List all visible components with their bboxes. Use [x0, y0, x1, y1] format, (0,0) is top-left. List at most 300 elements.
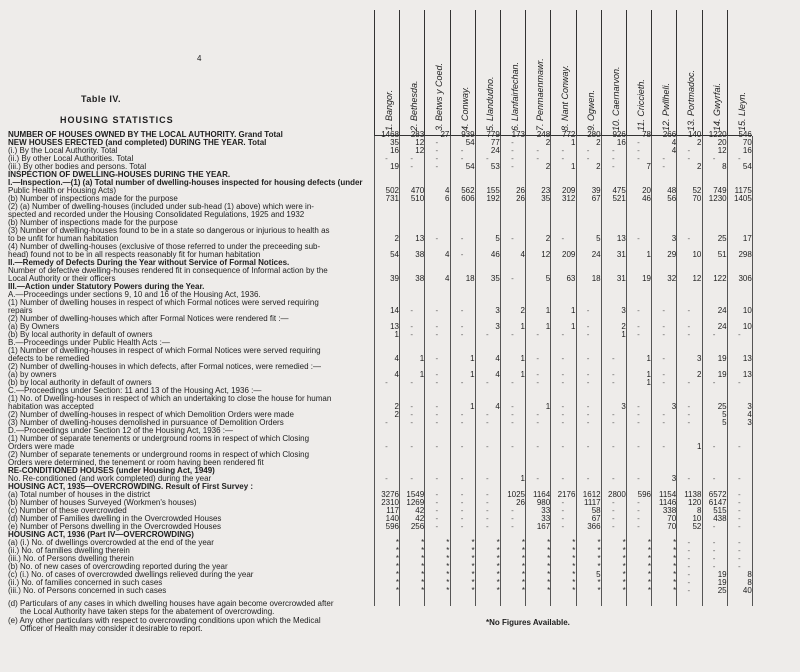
table-cell: 24: [717, 322, 727, 331]
table-cell: 16: [616, 138, 626, 147]
table-cell: *: [471, 538, 475, 547]
table-cell: -: [460, 306, 464, 315]
table-cell: 2310: [381, 498, 399, 507]
table-cell: -: [511, 514, 514, 523]
table-cell: -: [737, 522, 741, 531]
table-cell: *: [496, 554, 500, 563]
table-cell: 20: [642, 186, 651, 195]
table-cell: *: [395, 538, 399, 547]
table-cell: 1: [520, 354, 525, 363]
table-cell: 3: [621, 402, 626, 411]
column-header-label: 3. Betws y Coed.: [434, 62, 445, 131]
table-cell: 1: [520, 322, 525, 331]
table-cell: -: [536, 330, 540, 339]
table-cell: 19: [390, 162, 399, 171]
table-cell: *: [597, 546, 601, 555]
table-cell: -: [460, 146, 464, 155]
table-cell: 298: [738, 250, 752, 259]
table-cell: 1: [470, 370, 475, 379]
table-cell: -: [460, 498, 464, 507]
table-cell: 546: [738, 130, 752, 139]
table-row-label: (iii.) No. of Persons concerned in such cases: [8, 587, 167, 595]
table-cell: *: [471, 570, 475, 579]
table-cell: -: [536, 354, 540, 363]
table-cell: 1: [646, 250, 651, 259]
table-cell: -: [460, 250, 464, 259]
table-row-label: (b) Number of inspections made for the purpose: [8, 219, 178, 227]
table-cell: -: [511, 506, 514, 515]
table-cell: 35: [490, 274, 500, 283]
table-cell: 42: [415, 506, 425, 515]
table-cell: 926: [612, 130, 626, 139]
table-cell: 70: [742, 138, 752, 147]
table-cell: 46: [490, 250, 500, 259]
table-cell: -: [435, 138, 439, 147]
table-cell: 52: [692, 522, 702, 531]
table-cell: -: [410, 474, 414, 483]
table-cell: -: [662, 410, 666, 419]
table-cell: 48: [667, 186, 677, 195]
table-cell: 1: [419, 354, 425, 363]
table-row-label: HOUSING ACT, 1936 (Part IV—OVERCROWDING): [8, 531, 194, 539]
table-cell: -: [637, 506, 640, 515]
table-cell: -: [410, 418, 414, 427]
table-cell: 70: [667, 514, 677, 523]
table-cell: 1: [646, 354, 651, 363]
table-cell: 596: [637, 490, 651, 499]
table-cell: *: [547, 570, 551, 579]
table-cell: *: [572, 546, 576, 555]
table-cell: 117: [386, 506, 399, 515]
table-cell: 1: [545, 402, 551, 411]
table-row-label: (e) Number of Persons dwelling in the Overcrowded Houses: [8, 523, 221, 531]
table-row-label: (a) (i.) No. of dwellings overcrowded at the end of the year: [8, 539, 214, 547]
table-cell: *: [395, 546, 399, 555]
table-cell: -: [586, 474, 590, 483]
table-cell: *: [572, 578, 576, 587]
column-header-label: 6. Llanfairfechan.: [510, 61, 520, 131]
column-header: [651, 10, 679, 135]
table-cell: -: [561, 522, 565, 531]
table-cell: 192: [486, 194, 500, 203]
table-cell: *: [496, 538, 500, 547]
table-cell: *: [471, 578, 475, 587]
table-cell: -: [586, 370, 590, 379]
table-cell: *: [521, 570, 525, 579]
table-cell: -: [662, 442, 666, 451]
table-cell: *: [395, 570, 399, 579]
table-cell: -: [485, 498, 489, 507]
table-cell: *: [622, 586, 626, 595]
table-cell: 173: [511, 130, 525, 139]
table-cell: -: [586, 306, 590, 315]
table-cell: -: [536, 410, 540, 419]
table-cell: *: [496, 586, 500, 595]
table-cell: -: [485, 418, 489, 427]
table-cell: 40: [742, 586, 752, 595]
table-cell: -: [561, 330, 565, 339]
table-cell: -: [687, 378, 691, 387]
table-cell: 1175: [734, 186, 752, 195]
bottom-note-line: the Local Authority have taken steps for the abatement of overcrowding.: [20, 607, 275, 616]
table-cell: -: [687, 538, 691, 547]
table-cell: -: [435, 498, 439, 507]
column-header-label: 12. Pwllheli.: [661, 82, 672, 131]
table-cell: -: [687, 554, 691, 563]
table-cell: 24: [717, 306, 727, 315]
table-cell: *: [673, 538, 677, 547]
table-cell: 167: [536, 522, 551, 531]
table-cell: *: [673, 570, 677, 579]
table-cell: -: [637, 410, 640, 419]
table-cell: 502: [385, 186, 399, 195]
table-cell: -: [485, 378, 489, 387]
table-cell: 3: [696, 354, 702, 363]
table-cell: -: [485, 154, 489, 163]
table-cell: 54: [742, 162, 752, 171]
table-cell: 6147: [708, 498, 727, 507]
table-cell: -: [561, 146, 565, 155]
table-cell: 1: [570, 162, 576, 171]
table-row-label: (3) Number of dwelling-houses demolished in pursuance of Demolition Orders: [8, 419, 284, 427]
table-cell: 31: [616, 274, 626, 283]
table-cell: *: [446, 562, 450, 571]
table-cell: -: [435, 162, 439, 171]
table-cell: -: [410, 322, 414, 331]
table-cell: -: [536, 474, 540, 483]
table-cell: -: [662, 354, 666, 363]
table-row-label: C.—Proceedings under Section: 11 and 13 of the Housing Act, 1936 :—: [8, 387, 262, 395]
table-cell: -: [687, 586, 691, 595]
table-cell: -: [561, 370, 565, 379]
column-header-label: 14. Gwyrfai.: [711, 82, 722, 131]
table-cell: -: [611, 354, 615, 363]
table-cell: 14: [390, 306, 399, 315]
table-cell: -: [435, 490, 439, 499]
table-cell: 56: [667, 194, 677, 203]
table-cell: *: [446, 554, 450, 563]
table-cell: 515: [713, 506, 727, 515]
table-cell: -: [460, 234, 464, 243]
table-cell: -: [687, 234, 691, 243]
table-cell: 4: [394, 370, 399, 379]
table-cell: *: [521, 538, 525, 547]
table-cell: -: [460, 474, 464, 483]
table-cell: -: [687, 306, 691, 315]
table-cell: 24: [591, 250, 601, 259]
column-header: [576, 10, 604, 135]
table-cell: -: [687, 418, 691, 427]
table-cell: 1: [419, 370, 425, 379]
table-cell: -: [611, 410, 615, 419]
table-cell: 52: [692, 186, 702, 195]
table-cell: 3: [747, 402, 752, 411]
table-cell: -: [586, 322, 590, 331]
table-cell: -: [435, 234, 439, 243]
table-cell: -: [561, 474, 565, 483]
table-cell: 8: [747, 578, 752, 587]
table-cell: 6572: [708, 490, 727, 499]
table-title: Table IV.: [81, 94, 122, 104]
table-cell: -: [485, 330, 489, 339]
table-cell: -: [687, 410, 691, 419]
table-cell: -: [561, 234, 565, 243]
table-cell: -: [385, 442, 388, 451]
table-row-label: (2) Number of separate tenements or underground rooms in respect of which Closing: [8, 451, 310, 459]
table-cell: -: [485, 522, 489, 531]
table-cell: *: [622, 546, 626, 555]
table-cell: -: [611, 522, 615, 531]
table-row-label: (ii.) No. of families dwelling therein: [8, 547, 130, 555]
table-cell: -: [460, 378, 464, 387]
table-cell: 312: [562, 194, 576, 203]
table-cell: -: [737, 506, 741, 515]
table-cell: -: [637, 498, 640, 507]
table-cell: 70: [692, 194, 702, 203]
table-cell: 5: [495, 234, 500, 243]
table-cell: -: [485, 506, 489, 515]
table-row-label: (2) Number of dwelling-houses in which defects, after Formal notices, were remedied :—: [8, 363, 322, 371]
table-cell: -: [712, 522, 716, 531]
table-row-label: (ii.) By other Local Authorities. Total: [8, 155, 134, 163]
table-cell: 13: [742, 370, 752, 379]
column-header-label: 9. Ogwen.: [585, 89, 596, 131]
table-cell: 13: [415, 234, 425, 243]
bottom-note-line: Officer of Health may consider it desirable to report.: [20, 624, 203, 633]
table-cell: *: [597, 562, 601, 571]
table-cell: -: [637, 522, 640, 531]
table-row-label: II.—Remedy of Defects During the Year without Service of Formal Notices.: [8, 259, 290, 267]
table-row-label: head) found not to be in all respects reasonably fit for human habitation: [8, 251, 261, 259]
column-header: [550, 10, 578, 135]
table-cell: 209: [562, 250, 576, 259]
table-cell: -: [586, 330, 590, 339]
table-cell: -: [662, 306, 666, 315]
table-cell: *: [622, 562, 626, 571]
table-cell: 1269: [406, 498, 425, 507]
table-cell: 13: [616, 234, 626, 243]
table-cell: 1: [696, 442, 702, 451]
column-header: [676, 10, 704, 135]
table-row-label: Orders were made: [8, 443, 75, 451]
table-cell: -: [385, 418, 388, 427]
table-cell: 39: [390, 274, 399, 283]
table-cell: -: [536, 378, 540, 387]
table-cell: *: [421, 562, 425, 571]
column-header-label: 13. Portmadoc.: [686, 69, 697, 131]
table-cell: -: [611, 506, 615, 515]
table-cell: 1: [646, 370, 651, 379]
table-cell: 27: [440, 130, 450, 139]
table-cell: 70: [667, 522, 677, 531]
table-cell: -: [687, 146, 691, 155]
table-cell: -: [586, 154, 590, 163]
table-cell: -: [712, 154, 716, 163]
table-cell: -: [586, 146, 590, 155]
table-cell: 1: [470, 402, 475, 411]
table-cell: 4: [495, 402, 500, 411]
table-cell: -: [687, 154, 691, 163]
table-cell: 4: [394, 354, 399, 363]
column-header: [727, 10, 755, 135]
table-cell: *: [421, 570, 425, 579]
table-cell: -: [712, 378, 716, 387]
table-cell: -: [712, 538, 716, 547]
table-cell: 10: [742, 306, 752, 315]
table-cell: *: [421, 538, 425, 547]
table-cell: *: [446, 586, 450, 595]
table-row-label: defects to be remedied: [8, 355, 90, 363]
table-cell: *: [647, 546, 651, 555]
table-cell: *: [496, 562, 500, 571]
table-cell: -: [611, 154, 615, 163]
column-header: [601, 10, 629, 135]
table-row-label: A.—Proceedings under sections 9, 10 and 16 of the Housing Act, 1936.: [8, 291, 261, 299]
table-cell: 2800: [608, 490, 626, 499]
table-cell: -: [687, 402, 691, 411]
table-cell: -: [687, 330, 691, 339]
table-cell: *: [673, 546, 677, 555]
table-cell: 1468: [381, 130, 399, 139]
table-row-label: (ii.) No. of families concerned in such cases: [8, 579, 163, 587]
table-cell: -: [511, 418, 514, 427]
table-cell: 23: [541, 186, 551, 195]
table-row-label: (b) By local authority in default of owners: [8, 331, 153, 339]
table-cell: 1: [646, 378, 651, 387]
table-row-label: (2) (a) Number of dwelling-houses (included under sub-head (1) above) which were in-: [8, 203, 314, 211]
table-cell: -: [536, 418, 540, 427]
table-cell: -: [687, 562, 691, 571]
table-cell: -: [435, 522, 439, 531]
table-cell: -: [637, 322, 640, 331]
table-cell: 7: [646, 162, 651, 171]
table-cell: *: [421, 554, 425, 563]
table-cell: 1146: [658, 498, 677, 507]
table-cell: 1220: [708, 130, 727, 139]
table-cell: 10: [692, 250, 702, 259]
table-cell: -: [460, 490, 464, 499]
table-cell: -: [611, 162, 615, 171]
table-cell: 2176: [557, 490, 576, 499]
table-cell: -: [687, 578, 691, 587]
table-cell: -: [611, 442, 615, 451]
table-cell: *: [521, 586, 525, 595]
table-cell: -: [511, 146, 514, 155]
table-cell: 248: [536, 130, 551, 139]
table-cell: 54: [465, 162, 475, 171]
table-cell: -: [712, 474, 716, 483]
table-cell: 3: [621, 306, 626, 315]
table-cell: 54: [465, 138, 475, 147]
table-cell: 4: [444, 250, 450, 259]
table-cell: -: [662, 330, 666, 339]
table-cell: -: [511, 154, 514, 163]
table-cell: -: [611, 474, 615, 483]
table-cell: 779: [486, 130, 500, 139]
table-cell: 8: [696, 506, 702, 515]
table-cell: -: [586, 378, 590, 387]
table-cell: -: [737, 442, 741, 451]
table-cell: -: [561, 154, 565, 163]
table-cell: -: [385, 474, 388, 483]
table-cell: 3276: [381, 490, 399, 499]
table-cell: 38: [415, 250, 425, 259]
table-cell: -: [410, 330, 414, 339]
table-cell: -: [561, 402, 565, 411]
table-cell: -: [511, 378, 514, 387]
table-cell: 5: [722, 418, 727, 427]
table-cell: -: [737, 154, 741, 163]
table-cell: 4: [671, 138, 677, 147]
table-cell: *: [421, 586, 425, 595]
table-row-label: (b) Number of houses Surveyed (Workmen's houses): [8, 499, 197, 507]
table-cell: 1154: [658, 490, 677, 499]
table-cell: 366: [587, 522, 601, 531]
column-divider: [752, 136, 753, 606]
table-cell: *: [647, 538, 651, 547]
table-cell: -: [637, 306, 640, 315]
table-cell: -: [561, 354, 565, 363]
table-cell: -: [561, 506, 565, 515]
table-cell: 2: [596, 138, 601, 147]
table-cell: -: [536, 154, 540, 163]
column-header-label: 1. Bangor.: [384, 89, 394, 131]
table-cell: *: [673, 578, 677, 587]
table-cell: -: [485, 514, 489, 523]
table-cell: *: [496, 578, 500, 587]
table-cell: 209: [562, 186, 576, 195]
table-row-label: Public Health or Housing Acts): [8, 187, 117, 195]
table-cell: *: [471, 546, 475, 555]
table-row-label: (iii.) No. of Persons dwelling therein: [8, 555, 134, 563]
table-cell: -: [435, 418, 439, 427]
table-cell: 140: [688, 130, 702, 139]
column-header: [424, 10, 452, 135]
table-cell: -: [737, 514, 741, 523]
table-cell: *: [521, 578, 525, 587]
table-cell: -: [460, 522, 464, 531]
table-cell: -: [511, 402, 514, 411]
table-cell: *: [446, 570, 450, 579]
table-row-label: (a) By Owners: [8, 323, 60, 331]
column-header: [450, 10, 478, 135]
table-cell: -: [662, 418, 666, 427]
table-cell: 42: [415, 514, 425, 523]
table-cell: 749: [713, 186, 727, 195]
table-cell: 596: [385, 522, 399, 531]
table-cell: -: [662, 378, 666, 387]
table-cell: 13: [390, 322, 399, 331]
table-cell: 4: [747, 410, 752, 419]
table-cell: -: [586, 402, 590, 411]
table-cell: 10: [692, 514, 702, 523]
table-row-label: Orders were determined, the tenement or room having been rendered fit: [8, 459, 264, 467]
table-cell: -: [536, 146, 540, 155]
table-cell: -: [460, 506, 464, 515]
table-cell: -: [511, 274, 514, 283]
table-cell: 438: [713, 514, 727, 523]
table-cell: *: [572, 562, 576, 571]
column-header: [374, 10, 402, 135]
table-cell: 4: [444, 186, 450, 195]
table-cell: 24: [490, 146, 500, 155]
table-cell: 17: [742, 234, 752, 243]
table-cell: -: [435, 306, 439, 315]
table-cell: 12: [415, 138, 425, 147]
table-cell: *: [471, 554, 475, 563]
table-cell: 2: [520, 306, 525, 315]
table-cell: 140: [385, 514, 399, 523]
